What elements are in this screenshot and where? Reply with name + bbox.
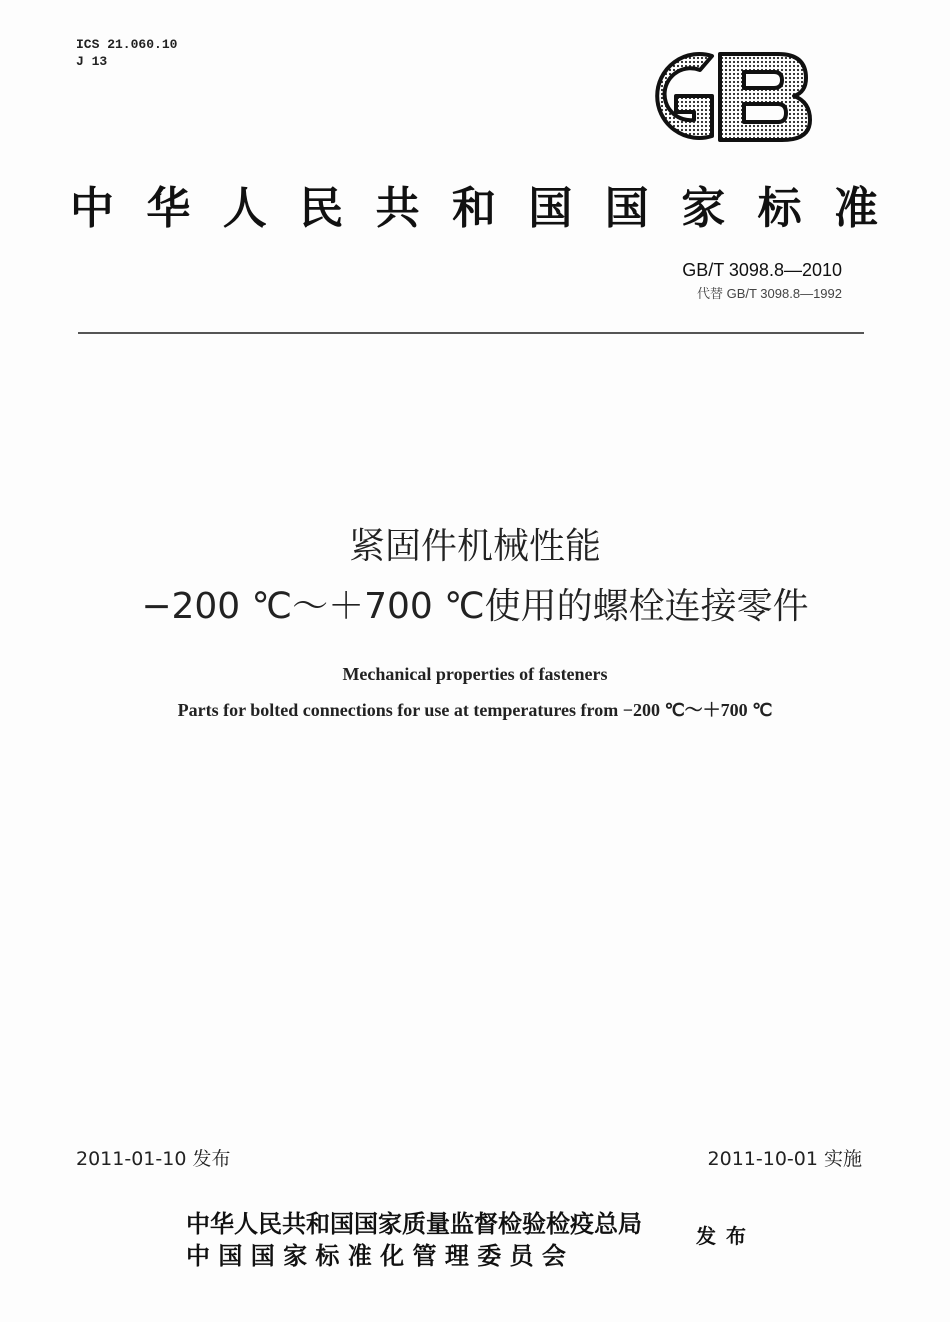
document-title-en-line1: Mechanical properties of fasteners — [342, 664, 608, 684]
classification-codes — [76, 36, 177, 70]
divider — [78, 332, 864, 334]
document-title-en-line2: Parts for bolted connections for use at temperatures from −200 ℃～＋700 ℃ — [177, 700, 773, 720]
document-title-cn-line1: 紧固件机械性能 — [348, 526, 601, 567]
ics-code: ICS 21.060.10 — [76, 37, 178, 52]
implementation-date: 2011-10-01 实施 — [707, 1148, 862, 1170]
publish-label: 发布 — [696, 1224, 756, 1248]
document-title-cn-line2: −200 ℃～＋700 ℃使用的螺栓连接零件 — [141, 586, 809, 627]
ccs-code: J 13 — [76, 54, 108, 69]
issue-date: 2011-01-10 发布 — [76, 1148, 231, 1170]
standard-number-block — [682, 260, 842, 302]
issuer-line1: 中华人民共和国国家质量监督检验检疫总局 — [186, 1209, 642, 1238]
standard-number: GB/T 3098.8—2010 — [682, 260, 842, 280]
gb-logo-icon — [620, 40, 812, 152]
issuer-line2: 中 国 国 家 标 准 化 管 理 委 员 会 — [186, 1241, 566, 1270]
replaced-standard: 代替 GB/T 3098.8—1992 — [696, 286, 842, 301]
standard-type-title: 中华人民共和国国家标准 — [70, 183, 880, 234]
